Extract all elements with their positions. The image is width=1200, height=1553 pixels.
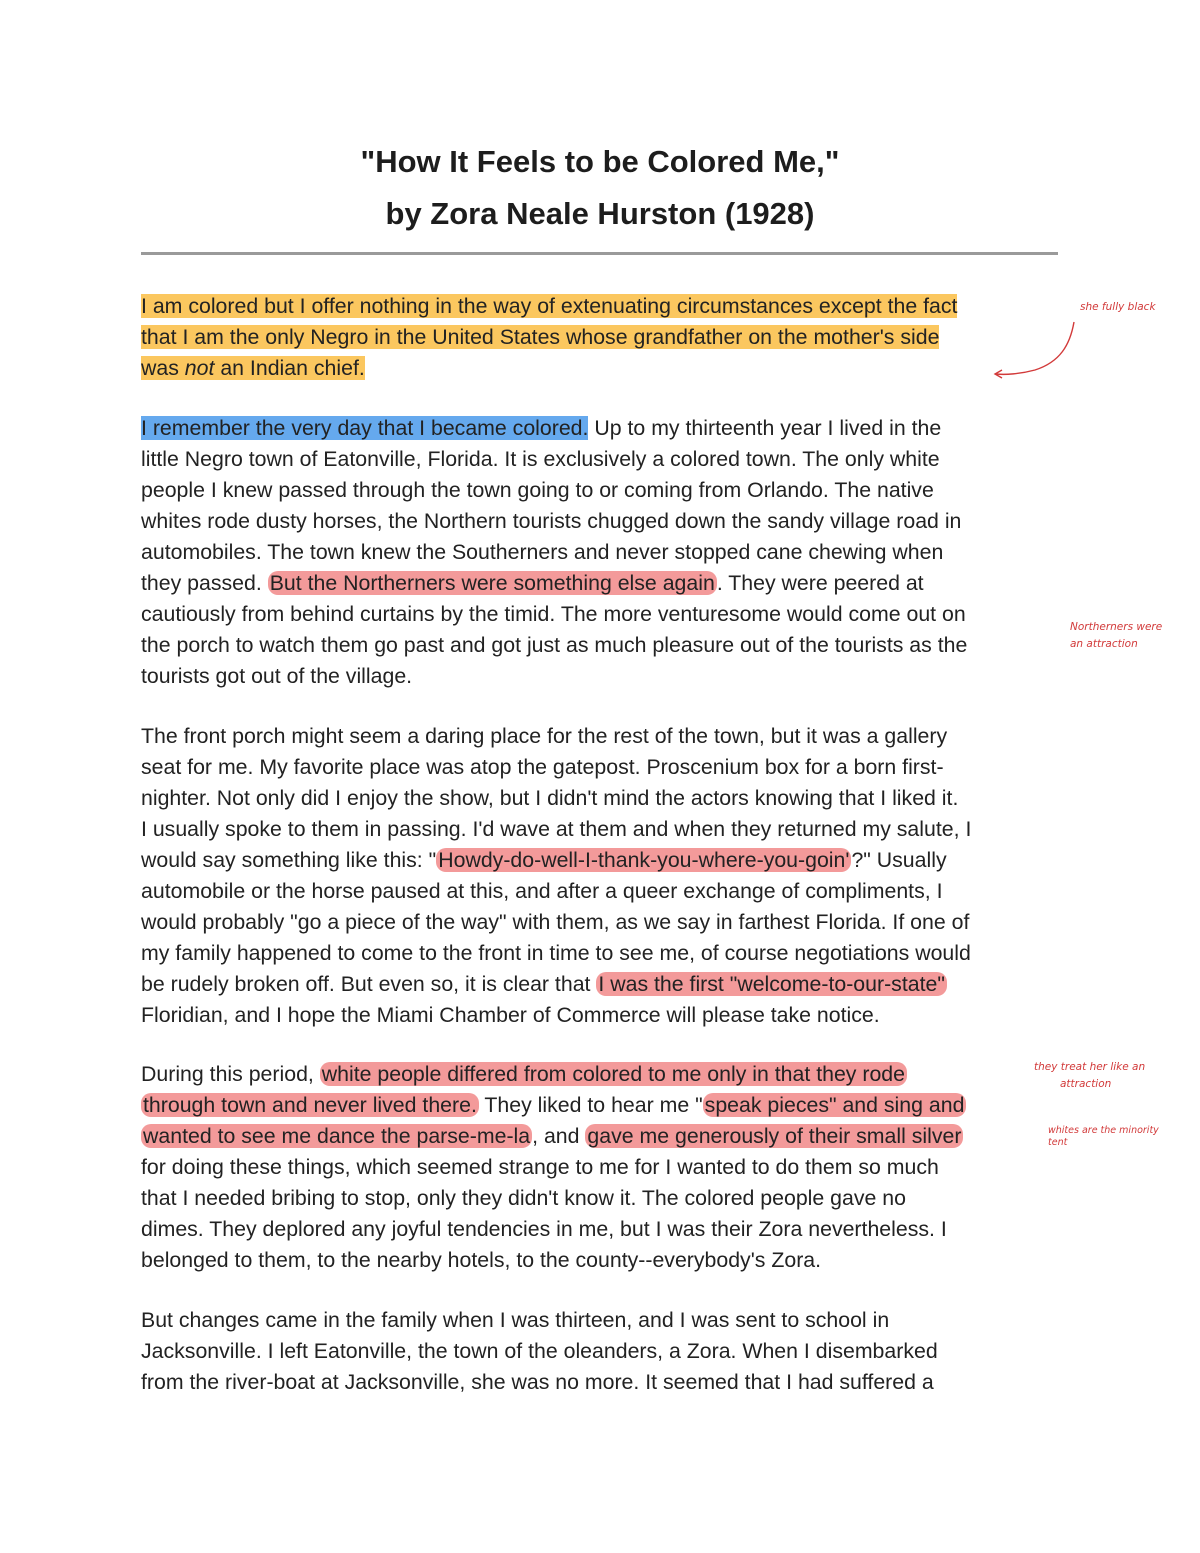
emphasis-text: not <box>184 356 215 380</box>
paragraph-5: But changes came in the family when I was thirteen, and I was sent to school in Jacksonville. I left Eatonville, the town of the oleanders, a Zora. When I disembarked from the river-boat at Jacksonville, she was no more. It seemed that I had suffered a <box>141 1308 938 1394</box>
highlight-red: But the Northerners were something else again <box>269 571 715 595</box>
margin-note-3-line1: they treat her like an <box>1034 1061 1146 1073</box>
highlight-red: Howdy-do-well-I-thank-you-where-you-goin' <box>438 848 850 872</box>
paragraph-4: During this period, white people differed from colored to me only in that they rode through town and never lived there. They liked to hear me "speak pieces" and sing and wanted to see me dance the parse-me-la, and gave me generously of their small silver for doing these things, which seemed strange to me for I wanted to do them so much that I needed bribing to stop, only they didn't know it. The colored people gave no dimes. They deplored any joyful tendencies in me, but I was their Zora nevertheless. I belonged to them, to the nearby hotels, to the county--everybody's Zora. <box>141 1062 965 1272</box>
margin-note-4-line1: whites are the minority <box>1048 1125 1159 1136</box>
title-divider <box>141 252 1058 255</box>
margin-note-2-line2: an attraction <box>1070 638 1138 650</box>
document-title-line1: "How It Feels to be Colored Me," <box>360 144 840 179</box>
paragraph-2: I remember the very day that I became colored. Up to my thirteenth year I lived in the little Negro town of Eatonville, Florida. It is exclusively a colored town. The only white people I knew passed through the town going to or coming from Orlando. The native whites rode dusty horses, the Northern tourists chugged down the sandy village road in automobiles. The town knew the Southerners and never stopped cane chewing when they passed. But the Northerners were something else again. They were peered at cautiously from behind curtains by the timid. The more venturesome would come out on the porch to watch them go past and got just as much pleasure out of the tourists as the tourists got out of the village. <box>141 416 968 688</box>
highlight-red: speak pieces" and sing and <box>704 1093 965 1117</box>
highlight-yellow: was not an Indian chief. <box>141 356 365 380</box>
margin-note-4-line2: tent <box>1048 1137 1068 1148</box>
highlight-blue: I remember the very day that I became colored. <box>141 416 589 440</box>
paragraph-3: The front porch might seem a daring place for the rest of the town, but it was a gallery seat for me. My favorite place was atop the gatepost. Proscenium box for a born first- nighter. Not only did I enjoy the show, but I didn't mind the actors knowing that I liked it. I usually spoke to them in passing. I'd wave at them and when they returned my salute, I would say something like this: "Howdy-do-well-I-thank-you-where-you-goin'?" Usually automobile or the horse paused at this, and after a queer exchange of compliments, I would probably "go a piece of the way" with them, as we say in farthest Florida. If one of my family happened to come to the front in time to see me, of course negotiations would be rudely broken off. But even so, it is clear that I was the first "welcome-to-our-state" Floridian, and I hope the Miami Chamber of Commerce will please take notice. <box>141 724 972 1027</box>
highlight-red: white people differed from colored to me only in that they rode <box>321 1062 905 1086</box>
margin-note-2-line1: Northerners were <box>1070 621 1163 633</box>
highlight-yellow: that I am the only Negro in the United States whose grandfather on the mother's side <box>141 325 940 349</box>
highlight-red: through town and never lived there. <box>143 1093 477 1117</box>
highlight-yellow: I am colored but I offer nothing in the way of extenuating circumstances except the fact <box>141 294 958 318</box>
highlight-red: I was the first "welcome-to-our-state" <box>598 972 945 996</box>
highlight-red: wanted to see me dance the parse-me-la <box>143 1124 531 1148</box>
document-title-line2: by Zora Neale Hurston (1928) <box>385 196 815 231</box>
paragraph-1 <box>141 291 1066 384</box>
margin-note-3-line2: attraction <box>1060 1078 1112 1090</box>
margin-note-1: she fully black <box>1080 301 1156 313</box>
highlight-red: gave me generously of their small silver <box>587 1124 962 1148</box>
